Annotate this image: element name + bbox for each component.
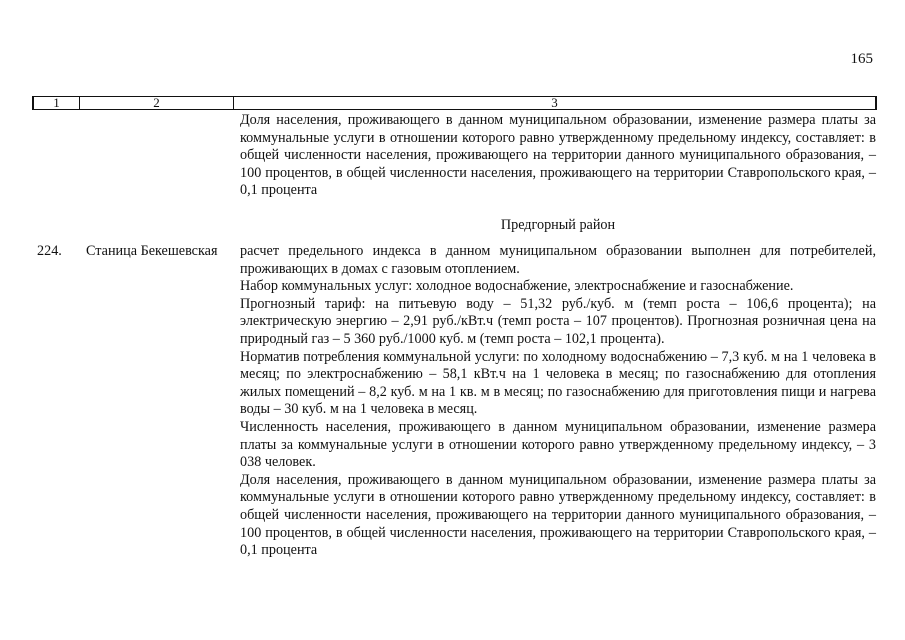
column-number-1: 1 xyxy=(34,97,80,109)
settlement-name: Станица Бекешевская xyxy=(86,243,218,259)
description-paragraph-3: Прогнозный тариф: на питьевую воду – 51,32 руб./куб. м (темп роста – 106,6 процента); на электрическую энергию – 2,91 руб./кВт.ч (темп роста – 107 процентов). Прогнозная розничная цена на природный газ – 5 360 руб./1000 куб. м (темп роста – 102,1 процента). xyxy=(240,295,876,347)
district-heading: Предгорный район xyxy=(500,217,616,233)
row-number: 224. xyxy=(37,243,62,259)
column-number-3: 3 xyxy=(551,95,558,110)
description-paragraph-6: Доля населения, проживающего в данном муниципальном образовании, изменение размера платы за коммунальные услуги в отношении которого равно утвержденному предельному индексу, составляет: в общей численности населения, проживающего на территории данного муниципального образования, – 100 процентов, в общей численности населения, проживающего на территории Ставропольского края, – 0,1 процента xyxy=(240,471,876,559)
table-column-header xyxy=(32,96,877,110)
page-number: 165 xyxy=(850,51,873,67)
description-paragraph-5: Численность населения, проживающего в данном муниципальном образовании, изменение размера платы за коммунальные услуги в отношении которого равно утвержденному предельному индексу, – 3 038 человек. xyxy=(240,418,876,471)
continuation-paragraph: Доля населения, проживающего в данном муниципальном образовании, изменение размера платы за коммунальные услуги в отношении которого равно утвержденному предельному индексу, составляет: в общей численности населения, проживающего на территории данного муниципального образования, – 100 процентов, в общей численности населения, проживающего на территории Ставропольского края, – 0,1 процента xyxy=(240,112,876,199)
description-paragraph-4: Норматив потребления коммунальной услуги: по холодному водоснабжению – 7,3 куб. м на 1 человека в месяц; по электроснабжению – 58,1 кВт.ч на 1 человека в месяц; по газоснабжению для отопления жилых помещений – 8,2 куб. м на 1 кв. м в месяц; по газоснабжению для приготовления пищи и нагрева воды – 30 куб. м на 1 человека в месяц. xyxy=(240,348,876,418)
settlement-description xyxy=(240,243,876,560)
description-paragraph-1: расчет предельного индекса в данном муниципальном образовании выполнен для потребителей, проживающих в домах с газовым отоплением. xyxy=(240,243,876,277)
continuation-text xyxy=(240,112,876,200)
description-paragraph-2: Набор коммунальных услуг: холодное водоснабжение, электроснабжение и газоснабжение. xyxy=(240,278,794,295)
column-number-2: 2 xyxy=(80,97,234,109)
